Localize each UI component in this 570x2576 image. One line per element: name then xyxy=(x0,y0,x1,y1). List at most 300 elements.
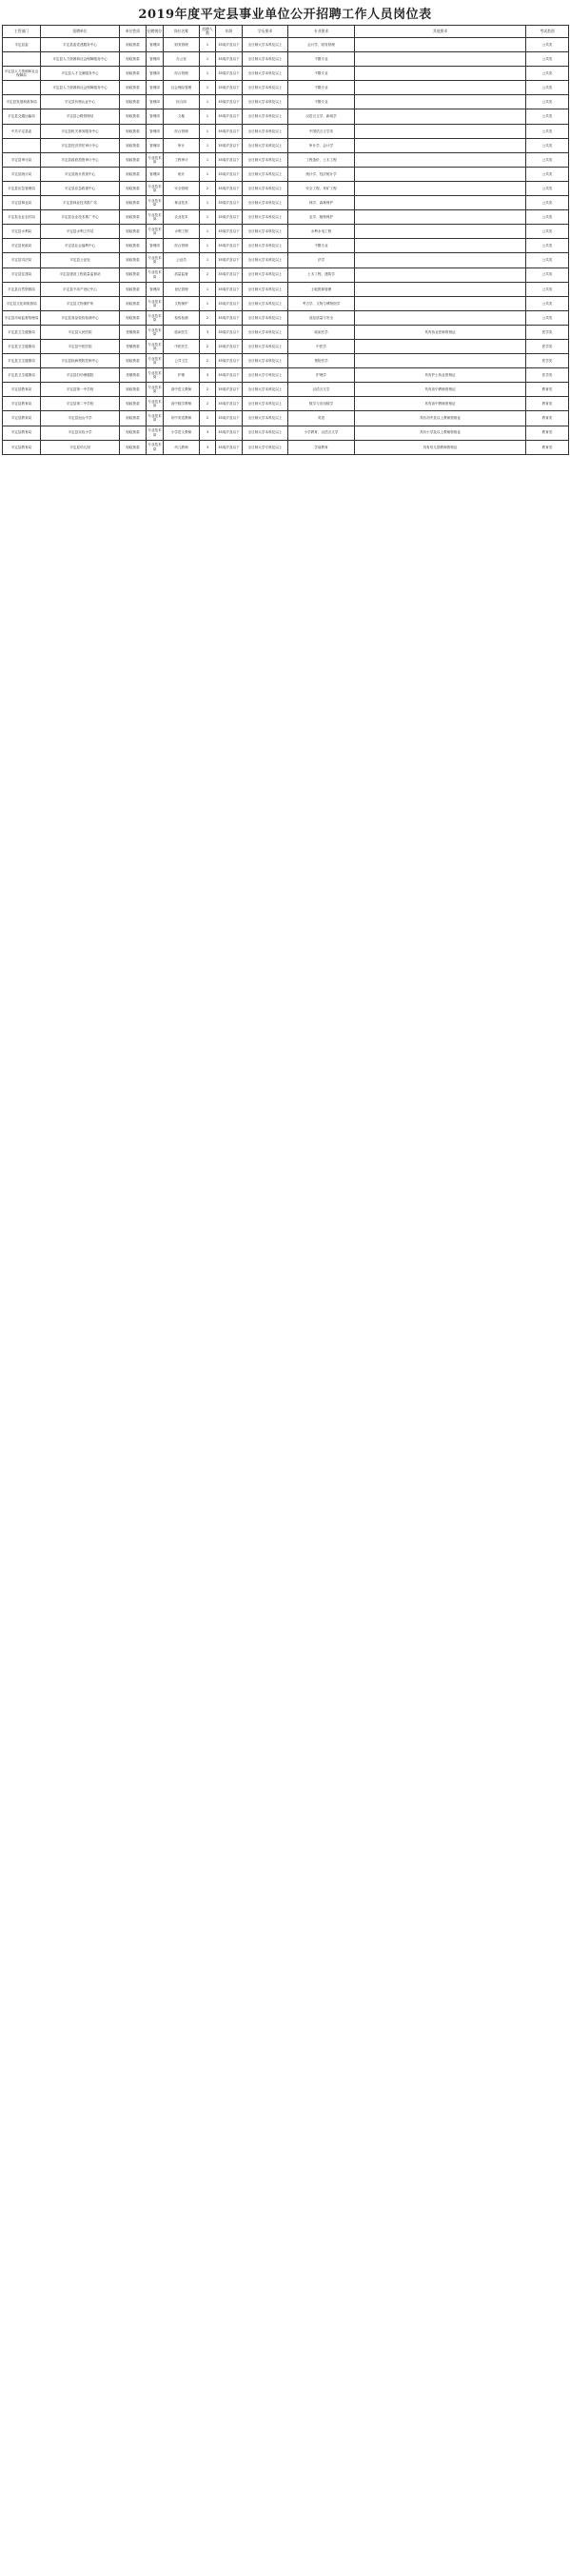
table-cell: 检验检测 xyxy=(164,310,200,325)
table-cell: 专业技术岗 xyxy=(147,426,164,440)
table-cell: 财政拨款 xyxy=(120,152,147,167)
table-row xyxy=(3,426,569,440)
table-cell: 公共类 xyxy=(526,253,569,268)
table-cell xyxy=(355,268,526,282)
table-cell: 平定县教育局 xyxy=(3,440,41,454)
table-cell: 全日制大学本科及以上 xyxy=(243,81,288,95)
table-cell: 公共类 xyxy=(526,124,569,138)
table-cell: 具有小学及以上教师资格证 xyxy=(355,426,526,440)
table-cell xyxy=(355,52,526,67)
table-cell: 35周岁及以下 xyxy=(216,152,243,167)
table-row xyxy=(3,196,569,210)
table-cell xyxy=(355,239,526,253)
table-row xyxy=(3,138,569,152)
table-cell: 食品质量与安全 xyxy=(288,310,355,325)
table-row xyxy=(3,95,569,109)
table-cell: 具有高中教师资格证 xyxy=(355,383,526,397)
column-header: 其他要求 xyxy=(355,26,526,38)
table-cell xyxy=(355,152,526,167)
table-cell: 专业技术岗 xyxy=(147,152,164,167)
table-cell: 1 xyxy=(200,67,216,81)
table-cell: 平定县卫生健康局 xyxy=(3,354,41,368)
table-cell: 1 xyxy=(200,282,216,296)
table-cell: 35周岁及以下 xyxy=(216,181,243,195)
column-header: 主管部门 xyxy=(3,26,41,38)
table-cell: 全日制大学本科及以上 xyxy=(243,38,288,52)
table-cell: 平定县委 xyxy=(3,38,41,52)
table-cell: 公证员 xyxy=(164,253,200,268)
table-cell: 管理岗 xyxy=(147,167,164,181)
table-cell: 医学类 xyxy=(526,368,569,383)
table-cell: 平定县农业技术推广中心 xyxy=(41,210,120,225)
table-cell: 中国语言文学类 xyxy=(288,124,355,138)
column-header: 岗位名称 xyxy=(164,26,200,38)
table-cell: 全日制大学本科及以上 xyxy=(243,210,288,225)
table-cell: 2 xyxy=(200,383,216,397)
table-cell: 全日制大学本科及以上 xyxy=(243,124,288,138)
table-cell: 平定县发展和改革局 xyxy=(3,95,41,109)
table-cell: 公共类 xyxy=(526,196,569,210)
table-cell: 平定县卫生健康局 xyxy=(3,325,41,339)
table-cell: 平定县疾病预防控制中心 xyxy=(41,354,120,368)
table-cell: 平定县水利工作站 xyxy=(41,225,120,239)
table-cell: 办公室 xyxy=(164,52,200,67)
table-row xyxy=(3,411,569,426)
table-cell: 公共类 xyxy=(526,310,569,325)
table-cell: 1 xyxy=(200,196,216,210)
table-cell xyxy=(355,167,526,181)
table-cell: 平定县卫生健康局 xyxy=(3,368,41,383)
table-cell: 平定县第一中学校 xyxy=(41,383,120,397)
table-cell: 2 xyxy=(200,310,216,325)
table-cell: 护理 xyxy=(164,368,200,383)
table-cell: 专业技术岗 xyxy=(147,325,164,339)
table-cell: 1 xyxy=(200,52,216,67)
table-cell: 管理岗 xyxy=(147,109,164,124)
table-row xyxy=(3,52,569,67)
table-row xyxy=(3,167,569,181)
table-body xyxy=(3,38,569,455)
table-cell: 2 xyxy=(200,181,216,195)
table-cell: 1 xyxy=(200,109,216,124)
table-cell: 差额拨款 xyxy=(120,325,147,339)
table-cell: 财政拨款 xyxy=(120,383,147,397)
table-cell: 管理岗 xyxy=(147,239,164,253)
table-cell: 教育类 xyxy=(526,397,569,411)
table-cell: 全日制大学本科及以上 xyxy=(243,339,288,353)
table-cell: 2 xyxy=(200,268,216,282)
table-cell: 专业技术岗 xyxy=(147,268,164,282)
table-cell xyxy=(355,282,526,296)
table-cell: 平定县妇幼保健院 xyxy=(41,368,120,383)
table-cell: 全日制大学专科及以上 xyxy=(243,440,288,454)
table-cell: 不限专业 xyxy=(288,95,355,109)
table-cell: 全日制大学本科及以上 xyxy=(243,67,288,81)
table-cell: 财政拨款 xyxy=(120,411,147,426)
table-cell: 全日制大学本科及以上 xyxy=(243,282,288,296)
table-row xyxy=(3,296,569,310)
table-cell: 专业技术岗 xyxy=(147,296,164,310)
table-cell: 平定县自然资源局 xyxy=(3,282,41,296)
table-cell: 管理岗 xyxy=(147,81,164,95)
table-cell: 全日制大学本科及以上 xyxy=(243,325,288,339)
table-cell: 公共类 xyxy=(526,167,569,181)
table-cell: 全日制大学本科及以上 xyxy=(243,152,288,167)
table-cell: 财政拨款 xyxy=(120,81,147,95)
table-cell: 35周岁及以下 xyxy=(216,282,243,296)
table-cell: 幼儿教师 xyxy=(164,440,200,454)
table-row xyxy=(3,383,569,397)
table-cell: 林学、森林保护 xyxy=(288,196,355,210)
column-header: 招聘岗位 xyxy=(147,26,164,38)
table-cell: 财政拨款 xyxy=(120,167,147,181)
table-cell: 安全工程、采矿工程 xyxy=(288,181,355,195)
table-cell: 全日制大学本科及以上 xyxy=(243,52,288,67)
table-cell: 平定县经济责任审计中心 xyxy=(41,138,120,152)
table-cell: 专业技术岗 xyxy=(147,310,164,325)
table-row xyxy=(3,253,569,268)
table-cell: 财政拨款 xyxy=(120,95,147,109)
table-cell: 财政拨款 xyxy=(120,38,147,52)
table-cell: 文秘 xyxy=(164,109,200,124)
table-row xyxy=(3,310,569,325)
table-cell: 平定县人民医院 xyxy=(41,325,120,339)
table-cell: 全日制大学本科及以上 xyxy=(243,310,288,325)
table-cell: 管理岗 xyxy=(147,52,164,67)
table-cell: 3 xyxy=(200,440,216,454)
table-cell: 平定县应急救援中心 xyxy=(41,181,120,195)
table-cell: 全日制大学本科及以上 xyxy=(243,411,288,426)
table-cell: 管理岗 xyxy=(147,138,164,152)
table-cell: 水利水电工程 xyxy=(288,225,355,239)
table-cell: 管理岗 xyxy=(147,282,164,296)
table-cell: 全日制大学本科及以上 xyxy=(243,167,288,181)
table-cell: 全日制大学本科及以上 xyxy=(243,268,288,282)
table-cell: 不限专业 xyxy=(288,67,355,81)
column-header: 招聘单位 xyxy=(41,26,120,38)
table-cell: 平定县教育局 xyxy=(3,426,41,440)
table-cell: 1 xyxy=(200,167,216,181)
table-cell: 1 xyxy=(200,138,216,152)
table-cell: 平定县幼儿园 xyxy=(41,440,120,454)
table-cell: 平定县第二中学校 xyxy=(41,397,120,411)
table-cell: 差额拨款 xyxy=(120,368,147,383)
table-cell: 公共类 xyxy=(526,109,569,124)
table-cell: 专业技术岗 xyxy=(147,225,164,239)
table-cell: 中医学 xyxy=(288,339,355,353)
table-cell: 平定县教育局 xyxy=(3,397,41,411)
table-row xyxy=(3,67,569,81)
table-cell: 财政拨款 xyxy=(120,440,147,454)
table-cell: 社会保险管理 xyxy=(164,81,200,95)
table-cell: 专业技术岗 xyxy=(147,383,164,397)
table-cell: 安全管理 xyxy=(164,181,200,195)
table-cell: 平定县交通运输局 xyxy=(3,109,41,124)
table-cell: 财政拨款 xyxy=(120,268,147,282)
table-cell: 平定县实验小学 xyxy=(41,426,120,440)
table-row xyxy=(3,440,569,454)
table-row xyxy=(3,181,569,195)
table-cell: 平定县文化和旅游局 xyxy=(3,296,41,310)
table-cell: 财政拨款 xyxy=(120,239,147,253)
table-cell xyxy=(3,81,41,95)
table-cell: 平定县统计局 xyxy=(3,167,41,181)
table-row xyxy=(3,38,569,52)
page-title: 2019年度平定县事业单位公开招聘工作人员岗位表 xyxy=(138,8,432,22)
table-cell: 财政拨款 xyxy=(120,253,147,268)
table-cell: 3 xyxy=(200,368,216,383)
table-cell: 文物保护 xyxy=(164,296,200,310)
table-cell: 专业技术岗 xyxy=(147,181,164,195)
table-cell: 登记管理 xyxy=(164,282,200,296)
table-cell: 财政拨款 xyxy=(120,124,147,138)
table-cell: 全日制大学本科及以上 xyxy=(243,196,288,210)
table-cell: 教育类 xyxy=(526,440,569,454)
column-header: 考试类别 xyxy=(526,26,569,38)
table-cell xyxy=(355,339,526,353)
table-cell: 财政拨款 xyxy=(120,138,147,152)
table-cell: 35周岁及以下 xyxy=(216,38,243,52)
table-cell: 工程审计 xyxy=(164,152,200,167)
table-cell: 高中数学教师 xyxy=(164,397,200,411)
table-cell: 财政拨款 xyxy=(120,67,147,81)
table-cell: 35周岁及以下 xyxy=(216,167,243,181)
table-cell: 审计 xyxy=(164,138,200,152)
table-row xyxy=(3,268,569,282)
table-cell: 财政拨款 xyxy=(120,181,147,195)
table-cell: 教育类 xyxy=(526,426,569,440)
table-cell: 综合管理 xyxy=(164,124,200,138)
table-cell: 公共类 xyxy=(526,95,569,109)
table-row xyxy=(3,81,569,95)
table-cell: 财政拨款 xyxy=(120,210,147,225)
table-cell: 35周岁及以下 xyxy=(216,383,243,397)
table-cell: 财政拨款 xyxy=(120,109,147,124)
table-cell: 差额拨款 xyxy=(120,339,147,353)
table-cell: 35周岁及以下 xyxy=(216,426,243,440)
table-cell xyxy=(355,95,526,109)
table-cell: 35周岁及以下 xyxy=(216,81,243,95)
table-cell: 35周岁及以下 xyxy=(216,253,243,268)
table-cell: 汉语言文学 xyxy=(288,383,355,397)
table-cell: 财政拨款 xyxy=(120,397,147,411)
table-cell: 35周岁及以下 xyxy=(216,310,243,325)
table-cell: 1 xyxy=(200,253,216,268)
table-cell: 综合管理 xyxy=(164,67,200,81)
table-cell: 综合管理 xyxy=(164,239,200,253)
table-header-row xyxy=(3,26,569,38)
table-cell: 公共类 xyxy=(526,152,569,167)
table-cell: 不限专业 xyxy=(288,239,355,253)
table-cell: 英语 xyxy=(288,411,355,426)
table-cell: 土地资源管理 xyxy=(288,282,355,296)
table-cell xyxy=(355,310,526,325)
table-cell: 公共类 xyxy=(526,181,569,195)
table-cell xyxy=(3,138,41,152)
table-cell: 平定县卫生健康局 xyxy=(3,339,41,353)
table-cell: 具有执业医师资格证 xyxy=(355,325,526,339)
table-cell: 财政拨款 xyxy=(120,52,147,67)
table-cell: 全日制大学本科及以上 xyxy=(243,225,288,239)
table-cell xyxy=(355,67,526,81)
table-row xyxy=(3,124,569,138)
table-cell: 公共类 xyxy=(526,67,569,81)
table-cell: 35周岁及以下 xyxy=(216,124,243,138)
table-cell: 35周岁及以下 xyxy=(216,440,243,454)
table-cell: 平定县水利局 xyxy=(3,225,41,239)
table-cell: 公共类 xyxy=(526,225,569,239)
table-cell: 平定县应急管理局 xyxy=(3,181,41,195)
table-cell: 财政拨款 xyxy=(120,282,147,296)
table-cell: 临床医生 xyxy=(164,325,200,339)
table-cell: 小学语文教师 xyxy=(164,426,200,440)
table-cell: 平定县不动产登记中心 xyxy=(41,282,120,296)
table-cell: 35周岁及以下 xyxy=(216,339,243,353)
table-cell: 农学、植物保护 xyxy=(288,210,355,225)
table-cell: 专业技术岗 xyxy=(147,196,164,210)
table-cell: 公共类 xyxy=(526,52,569,67)
table-cell: 1 xyxy=(200,38,216,52)
table-cell: 法学 xyxy=(288,253,355,268)
table-cell: 2 xyxy=(200,411,216,426)
table-cell: 护理学 xyxy=(288,368,355,383)
table-cell: 具有幼儿园教师资格证 xyxy=(355,440,526,454)
table-cell: 土木工程、建筑学 xyxy=(288,268,355,282)
table-cell: 具有高中教师资格证 xyxy=(355,397,526,411)
table-cell xyxy=(3,52,41,67)
column-header: 招聘人数 xyxy=(200,26,216,38)
table-cell: 财政拨款 xyxy=(120,426,147,440)
table-cell: 平定县民政局 xyxy=(3,239,41,253)
column-header: 年龄 xyxy=(216,26,243,38)
table-cell xyxy=(355,109,526,124)
table-cell xyxy=(355,253,526,268)
table-cell: 1 xyxy=(200,152,216,167)
table-cell: 平定县教育局 xyxy=(3,383,41,397)
table-cell: 中医医生 xyxy=(164,339,200,353)
table-cell: 平定县统计普查中心 xyxy=(41,167,120,181)
table-cell: 公共类 xyxy=(526,38,569,52)
table-cell: 平定县林业技术推广站 xyxy=(41,196,120,210)
table-row xyxy=(3,368,569,383)
table-cell: 专业技术岗 xyxy=(147,397,164,411)
table-cell: 平定县社会福利中心 xyxy=(41,239,120,253)
table-cell: 35周岁及以下 xyxy=(216,95,243,109)
table-cell: 35周岁及以下 xyxy=(216,109,243,124)
table-cell: 平定县委党建服务中心 xyxy=(41,38,120,52)
table-cell xyxy=(355,38,526,52)
table-row xyxy=(3,152,569,167)
table-cell: 全日制大学本科及以上 xyxy=(243,138,288,152)
table-cell: 水利工程 xyxy=(164,225,200,239)
table-cell: 平定县公证处 xyxy=(41,253,120,268)
table-cell: 医学类 xyxy=(526,354,569,368)
table-cell: 全日制大学本科及以上 xyxy=(243,253,288,268)
table-cell: 平定县人才交流服务中心 xyxy=(41,67,120,81)
table-cell: 平定县政府投资审计中心 xyxy=(41,152,120,167)
table-cell xyxy=(355,181,526,195)
table-cell: 管理岗 xyxy=(147,124,164,138)
table-row xyxy=(3,354,569,368)
column-header: 单位性质 xyxy=(120,26,147,38)
table-cell xyxy=(355,210,526,225)
table-cell: 35周岁及以下 xyxy=(216,210,243,225)
table-cell: 财务管理 xyxy=(164,38,200,52)
table-cell: 专业技术岗 xyxy=(147,368,164,383)
table-cell: 平定县建设工程质量监督站 xyxy=(41,268,120,282)
table-cell: 全日制大学本科及以上 xyxy=(243,181,288,195)
table-cell: 平定县教育局 xyxy=(3,411,41,426)
table-cell: 预防医学 xyxy=(288,354,355,368)
table-cell: 公共类 xyxy=(526,239,569,253)
table-cell xyxy=(355,124,526,138)
table-cell xyxy=(355,138,526,152)
table-cell: 35周岁及以下 xyxy=(216,354,243,368)
table-cell: 全日制大学本科及以上 xyxy=(243,383,288,397)
table-cell: 2 xyxy=(200,397,216,411)
table-cell: 公共类 xyxy=(526,268,569,282)
table-cell: 质量监督 xyxy=(164,268,200,282)
table-cell: 35周岁及以下 xyxy=(216,325,243,339)
table-cell: 35周岁及以下 xyxy=(216,225,243,239)
table-cell: 平定县公路管理站 xyxy=(41,109,120,124)
table-cell: 公共类 xyxy=(526,81,569,95)
table-row xyxy=(3,225,569,239)
table-row xyxy=(3,282,569,296)
table-cell xyxy=(355,354,526,368)
table-cell: 平定县农业农村局 xyxy=(3,210,41,225)
table-row xyxy=(3,210,569,225)
table-cell: 不限专业 xyxy=(288,52,355,67)
table-cell: 财政拨款 xyxy=(120,296,147,310)
table-cell: 公共类 xyxy=(526,210,569,225)
table-cell: 平定县市场监督管理局 xyxy=(3,310,41,325)
table-cell: 医学类 xyxy=(526,325,569,339)
table-cell xyxy=(355,196,526,210)
table-cell: 平定县人力资源和社会保障局 xyxy=(3,67,41,81)
table-cell: 专业技术岗 xyxy=(147,440,164,454)
table-cell: 会计学、财务管理 xyxy=(288,38,355,52)
table-cell: 35周岁及以下 xyxy=(216,67,243,81)
table-cell: 35周岁及以下 xyxy=(216,268,243,282)
table-cell: 平定县中医医院 xyxy=(41,339,120,353)
table-cell: 35周岁及以下 xyxy=(216,196,243,210)
table-cell: 公共卫生 xyxy=(164,354,200,368)
table-row xyxy=(3,325,569,339)
table-cell: 中共平定县委 xyxy=(3,124,41,138)
table-cell: 管理岗 xyxy=(147,95,164,109)
table-cell: 平定县食品检验检测中心 xyxy=(41,310,120,325)
table-cell: 2 xyxy=(200,354,216,368)
table-cell: 全日制大学本科及以上 xyxy=(243,354,288,368)
table-cell: 专业技术岗 xyxy=(147,411,164,426)
table-cell: 财政拨款 xyxy=(120,310,147,325)
table-cell: 平定县人力资源和社会保障服务中心 xyxy=(41,81,120,95)
table-cell: 全日制大学本科及以上 xyxy=(243,397,288,411)
table-cell: 平定县住建局 xyxy=(3,268,41,282)
table-cell xyxy=(355,225,526,239)
table-cell: 3 xyxy=(200,325,216,339)
table-cell: 公共类 xyxy=(526,296,569,310)
table-cell: 数学与应用数学 xyxy=(288,397,355,411)
recruitment-table xyxy=(2,25,569,455)
column-header: 学历要求 xyxy=(243,26,288,38)
table-cell: 考古学、文物与博物馆学 xyxy=(288,296,355,310)
table-cell: 全日制大学本科及以上 xyxy=(243,95,288,109)
table-cell: 财政拨款 xyxy=(120,196,147,210)
table-row xyxy=(3,239,569,253)
table-cell xyxy=(355,81,526,95)
